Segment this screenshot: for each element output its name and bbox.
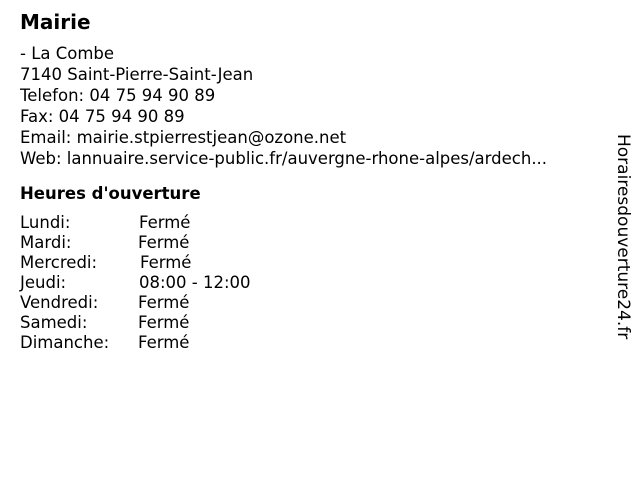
day-hours: Fermé — [139, 213, 191, 232]
day-label: Vendredi: — [20, 293, 99, 312]
opening-hours-table — [20, 213, 251, 353]
opening-hours-heading: Heures d'ouverture — [20, 184, 201, 203]
hours-row-thursday — [20, 273, 251, 293]
street-address: - La Combe — [20, 44, 115, 63]
day-label: Mardi: — [20, 233, 72, 252]
day-hours: 08:00 - 12:00 — [139, 273, 251, 292]
hours-row-saturday — [20, 313, 251, 333]
day-label: Dimanche: — [20, 333, 110, 352]
hours-row-wednesday — [20, 253, 251, 273]
site-watermark: Horairesdouverture24.fr — [613, 134, 633, 340]
day-hours: Fermé — [138, 333, 190, 352]
page-title: Mairie — [20, 10, 91, 34]
email-address: Email: mairie.stpierrestjean@ozone.net — [20, 128, 347, 147]
day-hours: Fermé — [140, 253, 192, 272]
hours-row-sunday — [20, 333, 251, 353]
day-hours: Fermé — [138, 233, 190, 252]
day-hours: Fermé — [138, 293, 190, 312]
hours-row-monday — [20, 213, 251, 233]
day-label: Samedi: — [20, 313, 88, 332]
hours-row-friday — [20, 293, 251, 313]
day-label: Mercredi: — [20, 253, 98, 272]
website-link: Web: lannuaire.service-public.fr/auvergne-rhone-alpes/ardech... — [20, 149, 548, 168]
city-address: 7140 Saint-Pierre-Saint-Jean — [20, 65, 254, 84]
day-label: Jeudi: — [20, 273, 67, 292]
phone-number: Telefon: 04 75 94 90 89 — [20, 86, 216, 105]
fax-number: Fax: 04 75 94 90 89 — [20, 107, 185, 126]
day-hours: Fermé — [138, 313, 190, 332]
address-block — [20, 43, 547, 169]
day-label: Lundi: — [20, 213, 71, 232]
hours-row-tuesday — [20, 233, 251, 253]
